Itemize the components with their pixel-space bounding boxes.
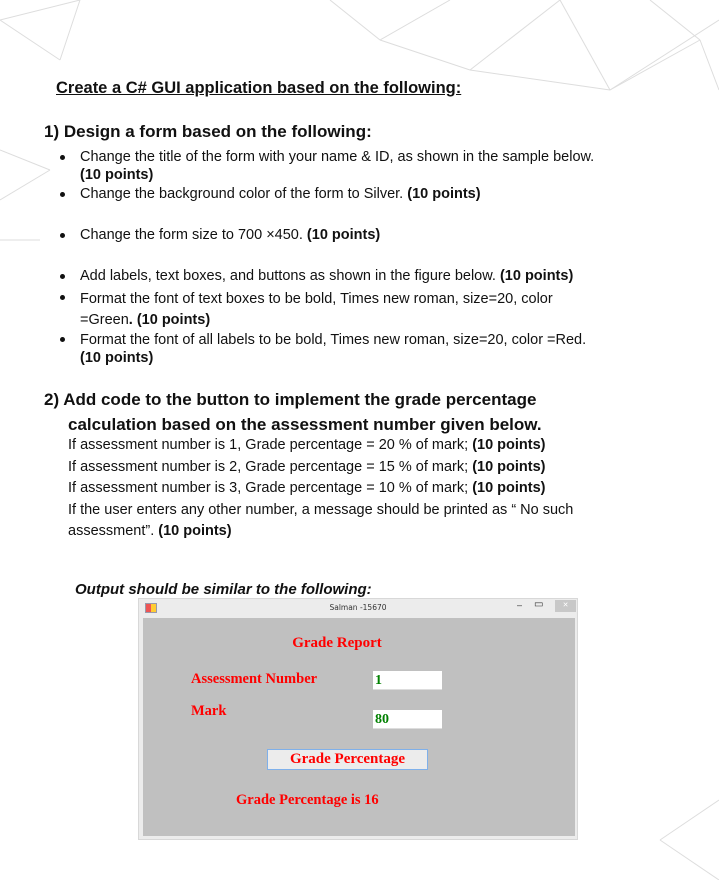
section2-heading [44,387,542,437]
rule-text: If assessment number is 2, Grade percentage = 15 % of mark; [68,458,469,475]
window-title: Salman -15670 [329,603,387,612]
section2-body [68,435,573,543]
rule-text: assessment”. [68,523,155,539]
heading-line: calculation based on the assessment number given below. [68,415,542,434]
assessment-number-input[interactable]: 1 [373,671,442,690]
bullet [60,274,65,279]
item-points: (10 points) [306,227,381,243]
minimize-button[interactable]: – [517,600,523,610]
rule-text: If assessment number is 3, Grade percentage = 10 % of mark; [68,480,469,496]
rule-points: (10 points) [472,480,546,496]
rule-points: (10 points) [472,458,546,475]
item-text: =Green [80,312,129,328]
item-text: Change the background color of the form to Silver. [80,186,404,202]
item-text: Format the font of all labels to be bold, Times new roman, size=20, color =Red. [80,332,587,348]
grade-percentage-button[interactable]: Grade Percentage [267,749,428,770]
item-points: (10 points) [80,350,154,366]
section1-item [80,268,573,284]
section1-heading: 1) Design a form based on the following: [44,122,372,141]
section1-item [80,331,586,367]
bullet [60,155,65,160]
item-points: (10 points) [80,167,154,183]
item-points: . (10 points) [128,312,211,328]
item-text: Change the form size to 700 ×450. [80,227,303,243]
bullet [60,295,65,300]
form-client-area [143,618,575,836]
grade-report-label: Grade Report [292,635,382,651]
item-text: Add labels, text boxes, and buttons as shown in the figure below. [80,268,496,284]
rule-text: If the user enters any other number, a message should be printed as “ No such [68,501,574,518]
bullet [60,233,65,238]
section1-item [80,186,481,202]
mark-label: Mark [191,703,227,719]
bullet [60,192,65,197]
mark-input[interactable]: 80 [373,710,442,729]
heading-line: 2) Add code to the button to implement the grade percentage [44,390,537,409]
section1-item [80,289,553,331]
maximize-button[interactable]: ▭ [534,599,544,610]
document-title: Create a C# GUI application based on the following: [56,79,462,97]
item-text: Format the font of text boxes to be bold, Times new roman, size=20, color [80,291,553,307]
item-points: (10 points) [499,268,574,284]
result-label: Grade Percentage is 16 [236,792,379,808]
bullet [60,337,65,342]
section1-item [80,148,594,184]
item-points: (10 points) [407,186,481,202]
output-label: Output should be similar to the following: [75,581,372,598]
rule-points: (10 points) [158,523,232,539]
close-button[interactable]: ✕ [555,600,576,612]
rule-text: If assessment number is 1, Grade percentage = 20 % of mark; [68,437,469,453]
section1-item [80,227,380,243]
assessment-number-label: Assessment Number [191,671,318,687]
item-text: Change the title of the form with your name & ID, as shown in the sample below. [80,149,595,165]
rule-points: (10 points) [472,437,546,453]
form-window [138,598,578,840]
